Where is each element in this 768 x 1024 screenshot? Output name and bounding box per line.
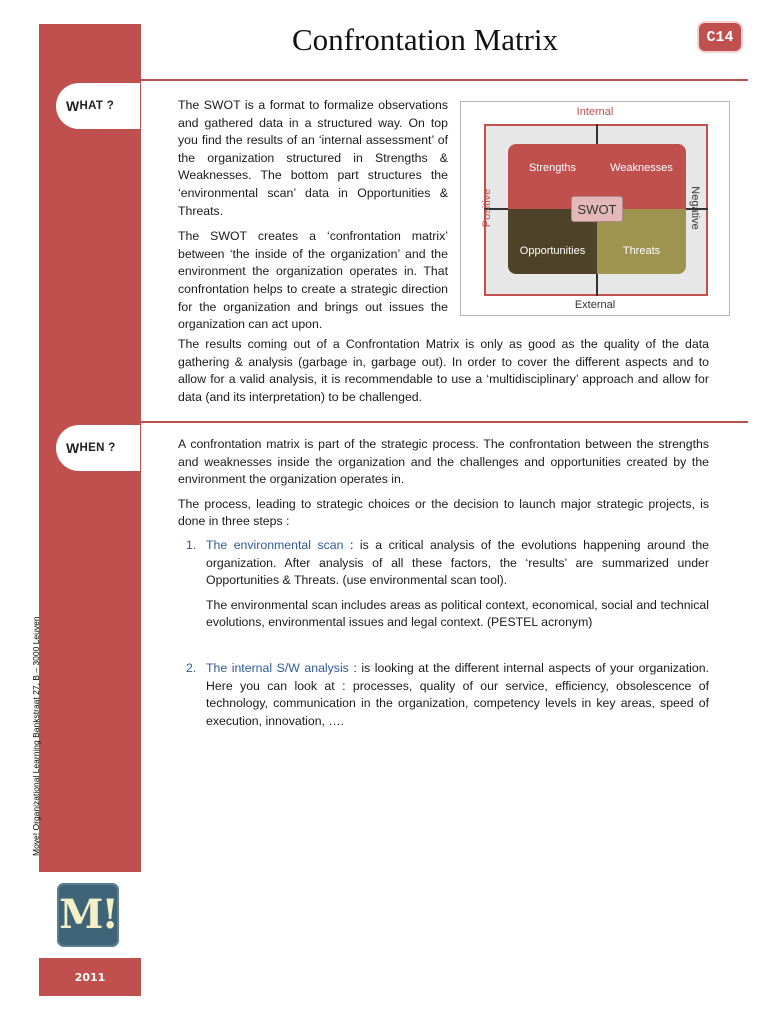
step-term: The environmental scan	[206, 537, 344, 552]
when-paragraph-2: The process, leading to strategic choices or the decision to launch major strategic projects, is done in three steps :	[178, 496, 709, 529]
swot-axis-bottom	[596, 274, 598, 296]
year-badge: 2011	[39, 958, 141, 996]
when-paragraph-1: A confrontation matrix is part of the strategic process. The confrontation between the strengths and weaknesses inside the organization and the challenges and opportunities created by the environment the organization operates in.	[178, 437, 709, 487]
swot-threats: Threats	[597, 209, 686, 274]
swot-external-label: External	[574, 299, 616, 311]
swot-negative-label: Negative	[689, 186, 701, 230]
swot-axis-top	[596, 124, 598, 144]
step-item	[178, 660, 709, 730]
step-number: 1.	[186, 537, 197, 552]
section-divider	[141, 421, 748, 423]
page-code-badge: C14	[699, 23, 741, 51]
swot-center-label: SWOT	[571, 196, 623, 222]
sidebar-address: Move! Organizational Learning Bankstraat 27, B – 3000 Leuven	[31, 616, 41, 856]
step-description: : is looking at the different internal aspects of your organization. Here you can look at : processes, quality of our service, efficiency, obsolescence of technology, communication in the organization, competency levels in key areas, speed of execution, innovation, ….	[206, 660, 709, 728]
step-description: : is a critical analysis of the evolutions happening around the organization. After analysis of all these factors, the ‘results’ are summarized under Opportunities & Threats. (use environmental scan tool).	[206, 537, 709, 588]
what-paragraph-3: The results coming out of a Confrontation Matrix is only as good as the quality of the data gathering & analysis (garbage in, garbage out). In order to cover the different aspects and to allow for a valid analysis, it is recommendable to use a ‘multidisciplinary’ approach and allow for data (and its interpretation) to be challenged.	[178, 337, 709, 404]
what-paragraph-2: The SWOT creates a ‘confrontation matrix’ between ‘the inside of the organization’ and the environment the organization operates in. That confrontation helps to create a strategic direction for the organization and brings out issues the organization can act upon.	[178, 229, 448, 332]
step-text	[206, 660, 709, 730]
what-paragraph-1: The SWOT is a format to formalize observations and gathered data in a structured way. On top you find the results of an ‘internal assessment’ of the organization structured in Strengths & Weaknesses. The bottom part structures the ‘environmental scan’ data in Opportunities & Threats.	[178, 98, 448, 218]
logo-text: M!	[59, 891, 117, 938]
swot-weaknesses: Weaknesses	[597, 144, 686, 209]
swot-internal-label: Internal	[576, 106, 614, 118]
tab-when-rest: HEN ?	[79, 442, 116, 454]
swot-diagram	[460, 101, 730, 316]
what-intro	[178, 97, 448, 334]
step-item	[178, 537, 709, 632]
swot-opportunities: Opportunities	[508, 209, 597, 274]
when-content	[178, 436, 709, 730]
swot-strengths: Strengths	[508, 144, 597, 209]
step-text	[206, 537, 709, 590]
section-tab-when	[56, 425, 140, 471]
tab-when-initial: W	[66, 440, 80, 456]
steps-list	[178, 537, 709, 730]
what-conclusion	[178, 336, 709, 406]
step-term: The internal S/W analysis	[206, 660, 349, 675]
tab-what-rest: HAT ?	[79, 100, 115, 112]
page-title: Confrontation Matrix	[291, 22, 559, 57]
header-divider	[141, 79, 748, 81]
logo	[57, 883, 119, 947]
swot-positive-label: Positive	[481, 188, 493, 228]
tab-what-initial: W	[66, 98, 80, 114]
section-tab-what	[56, 83, 140, 129]
step-number: 2.	[186, 660, 197, 675]
step-extra: The environmental scan includes areas as political context, economical, social and technical evolutions, environmental issues and legal context. (PESTEL acronym)	[206, 597, 709, 630]
